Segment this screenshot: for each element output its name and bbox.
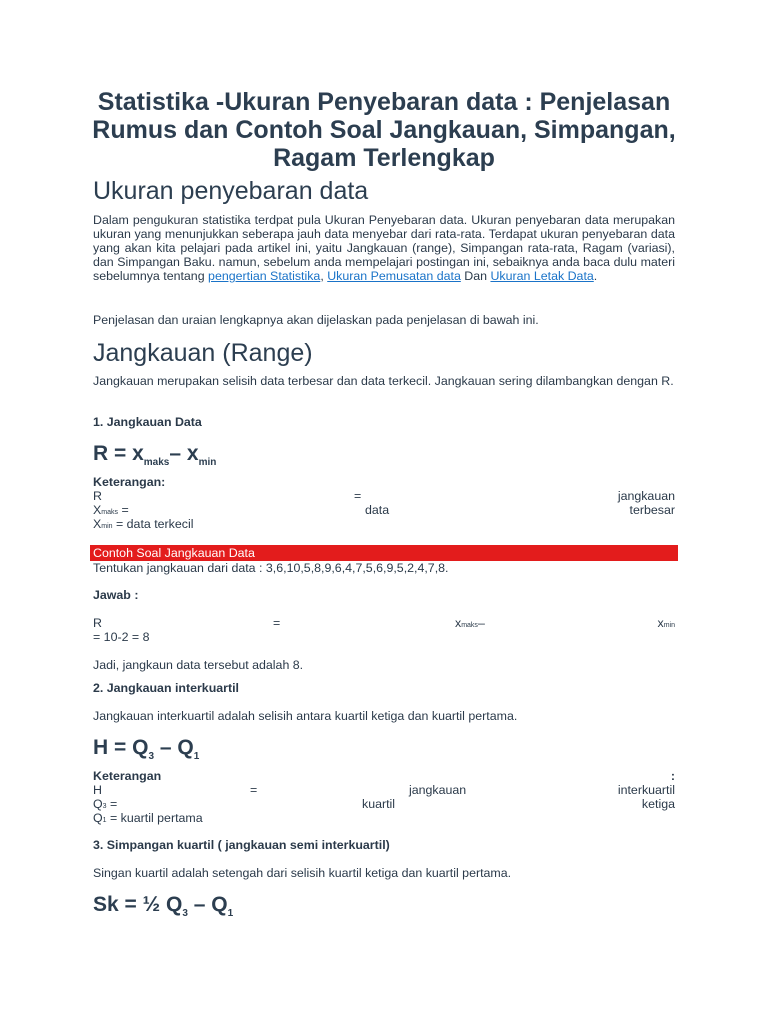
key-equals: = (250, 783, 258, 797)
key-symbol-sub: min (101, 523, 113, 530)
answer-sub-maks: maks (461, 622, 478, 629)
key-symbol-sub: 3 (102, 803, 107, 810)
section-heading-ukuran-penyebaran: Ukuran penyebaran data (93, 177, 369, 205)
section-heading-jangkauan: Jangkauan (Range) (93, 339, 313, 367)
simpangan-kuartil-description: Singan kuartil adalah setengah dari selisih kuartil ketiga dan kuartil pertama. (93, 866, 512, 880)
formula-sk-lhs: Sk = ½ Q (93, 893, 183, 916)
answer-result: = 10-2 = 8 (93, 630, 150, 644)
keterangan2-row-h (93, 783, 675, 797)
keterangan2-label: Keterangan (93, 769, 162, 783)
intro-end: . (593, 269, 598, 283)
key-symbol (93, 811, 203, 828)
formula-h-sub-1: 1 (193, 751, 200, 763)
formula-range-sub-min: min (198, 457, 217, 469)
example-banner: Contoh Soal Jangkauan Data (90, 545, 678, 561)
key-word: jangkauan (409, 783, 467, 797)
page-title: Statistika -Ukuran Penyebaran data : Penjelasan Rumus dan Contoh Soal Jangkauan, Simpangan, Ragam Terlengkap (92, 88, 676, 172)
keterangan-label: Keterangan: (93, 475, 166, 489)
answer-r: R (93, 616, 102, 630)
key-meaning: ketiga (641, 797, 675, 811)
interkuartil-description: Jangkauan interkuartil adalah selisih antara kuartil ketiga dan kuartil pertama. (93, 709, 518, 723)
formula-sk-sub-3: 3 (182, 908, 188, 920)
answer-x: x (455, 616, 462, 630)
intro-sep1: , (320, 269, 328, 283)
keterangan2-row-q1 (93, 811, 675, 825)
key-symbol (93, 517, 193, 534)
intro-text: Dalam pengukuran statistika terdpat pula Ukuran Penyebaran data. Ukuran penyebaran data merupakan ukuran yang menunjukkan seberapa jauh data menyebar dari rata-rata. Terdapat ukuran penyebaran data yang akan kita pelajari pada artikel ini, yaitu Jangkauan (range), Simpangan rata-rata, Ragam (variasi), dan Simpangan Baku. namun, sebelum anda mempelajari postingan ini, sebaiknya anda baca dulu materi sebelumnya tentang (93, 213, 675, 283)
key-meaning: terbesar (629, 503, 675, 517)
subheading-jangkauan-data: 1. Jangkauan Data (93, 415, 202, 429)
key-symbol-sub: 1 (102, 817, 107, 824)
followup-paragraph: Penjelasan dan uraian lengkapnya akan dijelaskan pada penjelasan di bawah ini. (93, 313, 539, 327)
formula-h-mid: – Q (154, 736, 194, 759)
key-symbol-x: X (93, 503, 102, 517)
intro-paragraph (93, 213, 675, 283)
key-symbol-q: Q (93, 811, 103, 825)
answer-x: x (657, 616, 664, 630)
answer-conclusion: Jadi, jangkaun data tersebut adalah 8. (93, 658, 304, 672)
formula-simpangan-kuartil (93, 893, 233, 926)
formula-range-sub-maks: maks (143, 457, 170, 469)
example-question: Tentukan jangkauan dari data : 3,6,10,5,8,9,6,4,7,5,6,9,5,2,4,7,8. (93, 561, 449, 575)
key-symbol-sub: maks (101, 509, 118, 516)
keterangan-row-r (93, 489, 675, 503)
key-symbol-rest: = (106, 797, 118, 811)
keterangan-row-xmaks (93, 503, 675, 517)
key-word: kuartil (362, 797, 396, 811)
keterangan2-row-q3 (93, 797, 675, 811)
formula-interkuartil (93, 736, 199, 769)
key-symbol: H (93, 783, 102, 797)
link-ukuran-pemusatan-data[interactable]: Ukuran Pemusatan data (327, 269, 461, 283)
key-symbol-q: Q (93, 797, 103, 811)
link-ukuran-letak-data[interactable]: Ukuran Letak Data (490, 269, 594, 283)
formula-range-lhs: R = x (93, 442, 144, 465)
key-symbol: R (93, 489, 102, 503)
formula-sk-sub-1: 1 (227, 908, 234, 920)
answer-equals: = (273, 616, 281, 630)
keterangan-row-xmin (93, 517, 675, 531)
formula-h-sub-3: 3 (148, 751, 154, 763)
key-symbol-rest: = data terkecil (112, 517, 194, 531)
jawab-label: Jawab : (93, 588, 139, 602)
keterangan2-colon: : (670, 769, 675, 783)
key-equals: = (354, 489, 362, 503)
key-symbol-rest: = kuartil pertama (106, 811, 203, 825)
jangkauan-description: Jangkauan merupakan selisih data terbesar dan data terkecil. Jangkauan sering dilambangkan dengan R. (93, 374, 674, 388)
key-symbol-rest: = (118, 503, 129, 517)
key-meaning: jangkauan (617, 489, 675, 503)
formula-sk-mid: – Q (187, 893, 228, 916)
answer-dash: – (477, 616, 485, 630)
subheading-simpangan-kuartil: 3. Simpangan kuartil ( jangkauan semi interkuartil) (93, 838, 390, 852)
key-word: data (365, 503, 390, 517)
answer-sub-min: min (663, 622, 675, 629)
keterangan2-row (93, 769, 675, 783)
answer-row (93, 616, 675, 630)
formula-range-mid: – x (169, 442, 199, 465)
key-symbol-x: X (93, 517, 102, 531)
key-meaning: interkuartil (617, 783, 675, 797)
subheading-jangkauan-interkuartil: 2. Jangkauan interkuartil (93, 681, 239, 695)
formula-range (93, 442, 216, 475)
formula-h-lhs: H = Q (93, 736, 149, 759)
link-pengertian-statistika[interactable]: pengertian Statistika (208, 269, 321, 283)
intro-sep2: Dan (460, 269, 491, 283)
